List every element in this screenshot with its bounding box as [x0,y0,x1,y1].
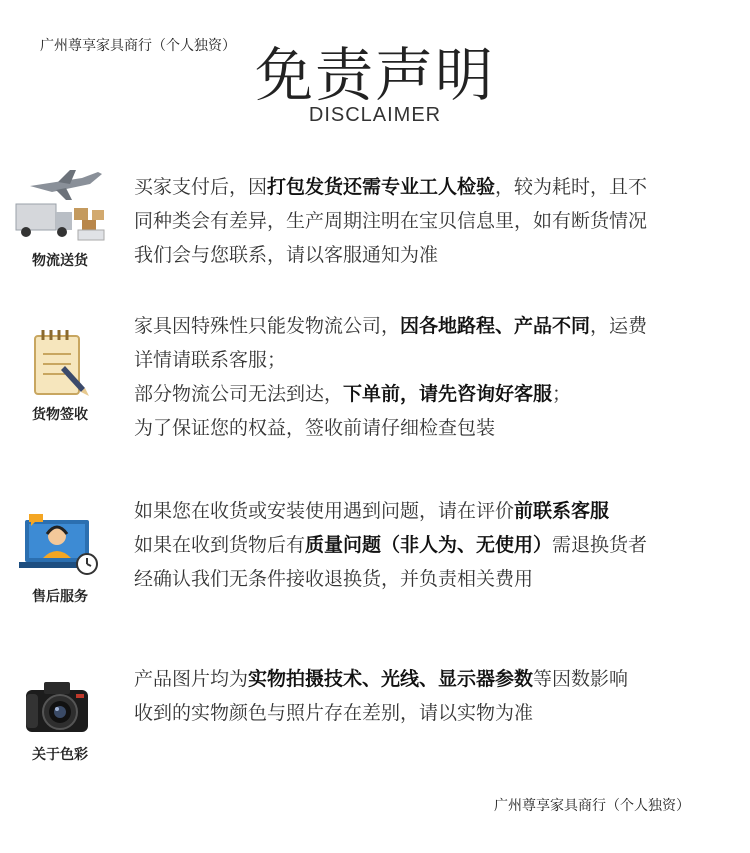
body-text: 家具因特殊性只能发物流公司， [134,315,401,337]
emphasis-text: 实物拍摄技术、光线、显示器参数 [248,668,534,690]
page-subtitle: DISCLAIMER [308,104,442,126]
body-text: 为了保证您的权益，签收前请仔细检查包装 [134,417,496,439]
logistics-label: 物流送货 [32,253,88,269]
text-line [134,562,740,596]
receipt-icon-box [10,326,110,424]
body-text: 等因数影响 [533,668,629,690]
customer-service-icon [17,508,103,580]
text-line [134,411,740,445]
body-text: ； [552,383,572,405]
body-text: 详情请联系客服； [134,349,287,371]
shop-name-top: 广州尊享家具商行（个人独资） [40,38,236,54]
body-text: 经确认我们无条件接收退换货，并负责相关费用 [134,568,534,590]
logistics-icon [12,164,108,244]
shop-name-bottom: 广州尊享家具商行（个人独资） [494,798,690,814]
text-line [134,238,740,272]
emphasis-text: 下单前，请先咨询好客服 [343,383,553,405]
text-line [134,309,740,343]
text-line [134,343,740,377]
after-sales-label: 售后服务 [32,589,88,605]
color-icon-box [10,676,110,764]
body-text: ，较为耗时，且不 [495,176,648,198]
body-text: 部分物流公司无法到达， [134,383,344,405]
after-sales-icon-box [10,508,110,606]
body-text: 如果您在收货或安装使用遇到问题，请在评价 [134,500,515,522]
emphasis-text: 质量问题（非人为、无使用） [305,534,553,556]
body-text: 我们会与您联系，请以客服通知为准 [134,244,439,266]
text-line [134,204,740,238]
body-text: 买家支付后，因 [134,176,268,198]
after-sales-text [134,494,740,596]
text-line [134,494,740,528]
logistics-text [134,170,740,272]
text-line [134,696,740,730]
color-text [134,662,740,730]
body-text: ，运费 [590,315,648,337]
body-text: 如果在收到货物后有 [134,534,306,556]
color-label: 关于色彩 [32,747,88,763]
body-text: 需退换货者 [552,534,648,556]
receipt-text [134,309,740,445]
emphasis-text: 前联系客服 [514,500,610,522]
text-line [134,170,740,204]
body-text: 同种类会有差异，生产周期注明在宝贝信息里，如有断货情况 [134,210,648,232]
emphasis-text: 打包发货还需专业工人检验 [267,176,496,198]
clipboard-pen-icon [25,326,95,398]
camera-icon [22,676,98,738]
text-line [134,662,740,696]
emphasis-text: 因各地路程、产品不同 [400,315,591,337]
logistics-icon-box [10,164,110,270]
page-title: 免责声明 [254,41,495,109]
body-text: 产品图片均为 [134,668,249,690]
body-text: 收到的实物颜色与照片存在差别，请以实物为准 [134,702,534,724]
text-line [134,528,740,562]
text-line [134,377,740,411]
receipt-label: 货物签收 [32,407,88,423]
